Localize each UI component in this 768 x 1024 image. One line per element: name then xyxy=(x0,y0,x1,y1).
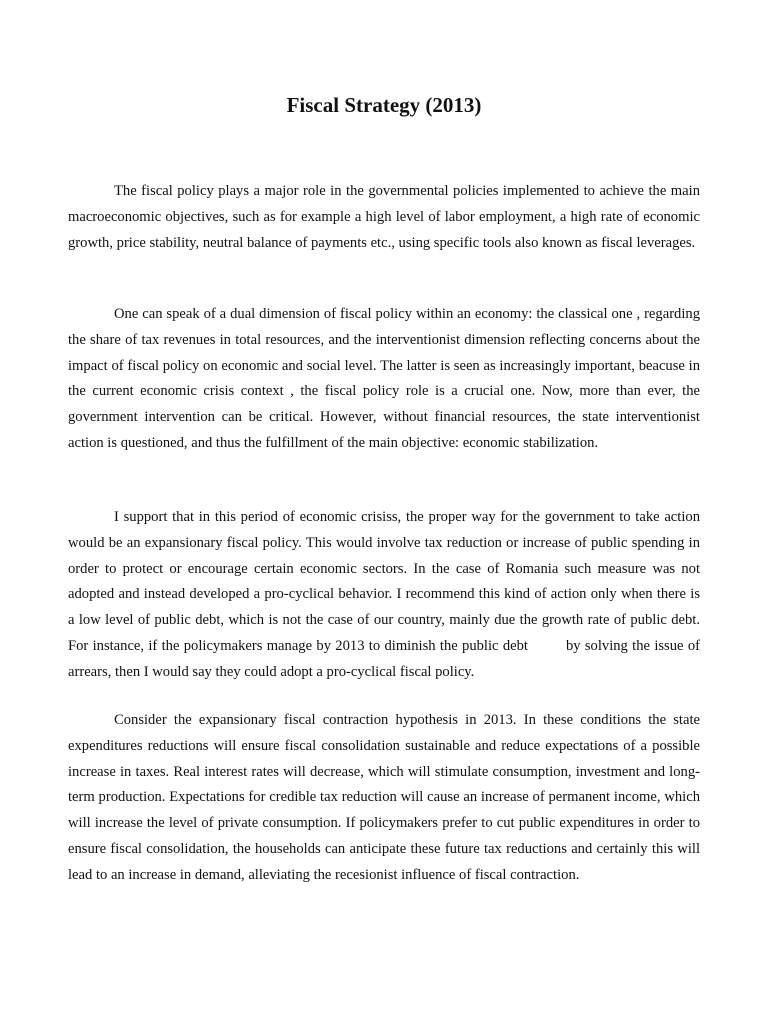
document-title: Fiscal Strategy (2013) xyxy=(286,93,482,117)
paragraph-dual-dimension: One can speak of a dual dimension of fiscal policy within an economy: the classical one , regarding the share of tax revenues in total resources, and the interventionist dimension reflecting concerns about the impact of fiscal policy on economic and social level. The latter is seen as increasingly important, beacuse in the current economic crisis context , the fiscal policy role is a crucial one. Now, more than ever, the government intervention can be critical. However, without financial resources, the state interventionist action is questioned, and thus the fulfillment of the main objective: economic stabilization. xyxy=(68,306,700,451)
paragraph-fiscal-policy-role: The fiscal policy plays a major role in the governmental policies implemented to achieve the main macroeconomic objectives, such as for example a high level of labor employment, a high rate of economic growth, price stability, neutral balance of payments etc., using specific tools also known as fiscal leverages. xyxy=(68,183,700,251)
paragraph-contraction-hypothesis: Consider the expansionary fiscal contraction hypothesis in 2013. In these conditions the state expenditures reductions will ensure fiscal consolidation sustainable and reduce expectations of a possible increase in taxes. Real interest rates will decrease, which will stimulate consumption, investment and long-term production. Expectations for credible tax reduction will cause an increase of permanent income, which will increase the level of private consumption. If policymakers prefer to cut public expenditures in order to ensure fiscal consolidation, the households can anticipate these future tax reductions and certainly this will lead to an increase in demand, alleviating the recesionist influence of fiscal contraction. xyxy=(68,712,700,883)
paragraph-text-after-gap: by solving the issue of arrears, then I would say they could adopt a pro-cyclical fiscal policy. xyxy=(68,637,700,680)
paragraph-expansionary-policy xyxy=(68,505,700,686)
paragraph-text-before-gap: I support that in this period of economic crisiss, the proper way for the government to take action would be an expansionary fiscal policy. This would involve tax reduction or increase of public spending in order to protect or encourage certain economic sectors. In the case of Romania such measure was not adopted and instead developed a pro-cyclical behavior. I recommend this kind of action only when there is a low level of public debt, which is not the case of our country, mainly due the growth rate of public debt. For instance, if the policymakers manage by 2013 to diminish the public debt xyxy=(68,509,700,654)
